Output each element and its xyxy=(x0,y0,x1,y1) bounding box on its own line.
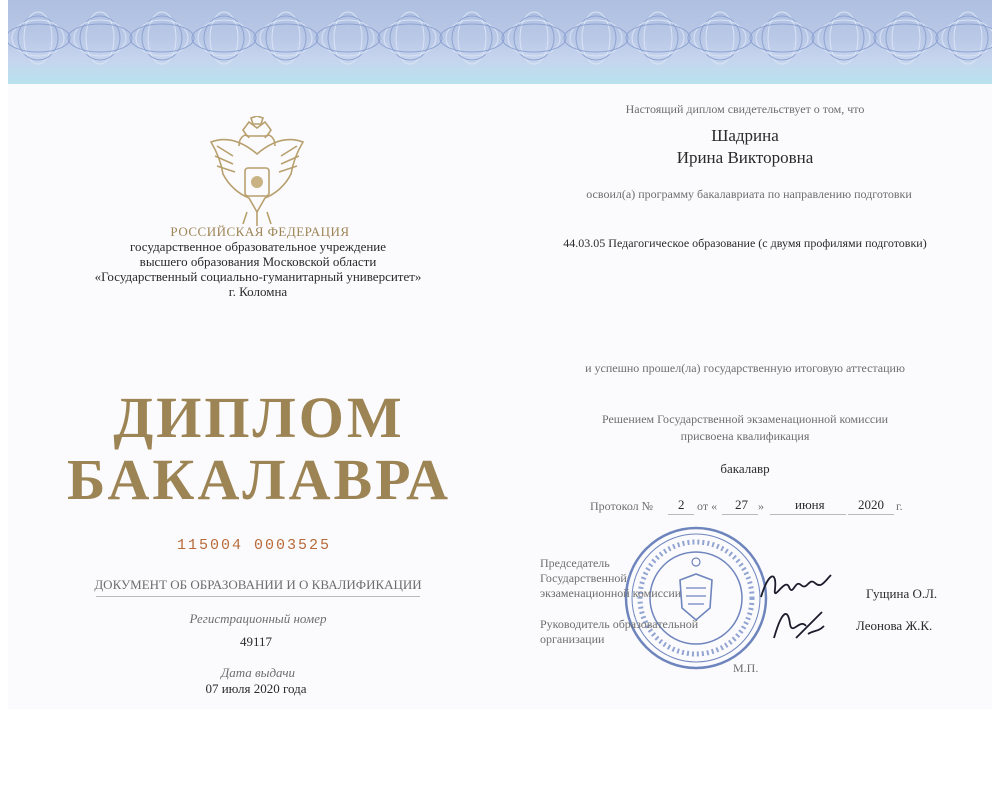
security-pattern-band xyxy=(8,0,992,84)
protocol-day: 27 xyxy=(735,497,748,512)
program-name: 44.03.05 Педагогическое образование (с двумя профилями подготовки) xyxy=(563,236,927,250)
chair-title-line-2: Государственной xyxy=(540,571,627,585)
guilloche-ring xyxy=(818,20,870,56)
protocol-month-line xyxy=(770,514,846,515)
chair-signature-icon xyxy=(755,567,835,607)
guilloche-ring xyxy=(756,20,808,56)
graduate-surname: Шадрина xyxy=(711,126,779,145)
protocol-number: 2 xyxy=(678,497,685,512)
guilloche-ring xyxy=(322,20,374,56)
institution-line-2: высшего образования Московской области xyxy=(139,254,377,269)
diploma-subtitle: БАКАЛАВРА xyxy=(66,447,452,512)
registration-label: Регистрационный номер xyxy=(189,611,327,626)
guilloche-ring xyxy=(626,24,690,52)
guilloche-ring xyxy=(880,20,932,56)
protocol-day-close: » xyxy=(758,499,764,513)
protocol-number-line xyxy=(668,514,694,515)
diploma-title: ДИПЛОМ xyxy=(113,385,405,450)
registration-number: 49117 xyxy=(239,634,273,649)
commission-decision: Решением Государственной экзаменационной комиссии xyxy=(601,412,889,426)
protocol-year-suffix: г. xyxy=(896,499,903,513)
qualification-value: бакалавр xyxy=(720,461,770,476)
diploma-serial-number: 115004 0003525 xyxy=(176,537,332,554)
guilloche-ring xyxy=(136,20,188,56)
guilloche-ring xyxy=(130,24,194,52)
protocol-label: Протокол № xyxy=(590,499,654,513)
protocol-month: июня xyxy=(795,497,825,512)
guilloche-ring xyxy=(254,24,318,52)
protocol-year-line xyxy=(848,514,894,515)
protocol-year: 2020 xyxy=(858,497,884,512)
guilloche-ring xyxy=(936,24,992,52)
divider-line xyxy=(96,596,420,597)
guilloche-ring xyxy=(694,20,746,56)
guilloche-ring xyxy=(632,20,684,56)
head-title-line-1: Руководитель образовательной xyxy=(540,617,699,631)
head-title-line-2: организации xyxy=(540,632,605,646)
guilloche-ring xyxy=(502,24,566,52)
institution-line-3: «Государственный социально-гуманитарный университет» xyxy=(94,269,422,284)
guilloche-ring xyxy=(750,24,814,52)
chair-name: Гущина О.Л. xyxy=(866,586,938,601)
institution-city: г. Коломна xyxy=(228,284,288,299)
guilloche-ring xyxy=(12,20,64,56)
guilloche-ring xyxy=(378,24,442,52)
program-intro: освоил(а) программу бакалавриата по направлению подготовки xyxy=(586,187,912,201)
chair-title-line-3: экзаменационной комиссии xyxy=(540,586,682,600)
guilloche-ring xyxy=(384,20,436,56)
guilloche-ring xyxy=(260,20,312,56)
coat-of-arms-icon xyxy=(203,116,311,228)
guilloche-ring xyxy=(446,20,498,56)
guilloche-ring xyxy=(688,24,752,52)
guilloche-ring xyxy=(8,24,70,52)
protocol-day-line xyxy=(722,514,758,515)
graduate-name: Ирина Викторовна xyxy=(676,148,814,167)
protocol-from-label: от « xyxy=(697,499,718,513)
guilloche-ring xyxy=(198,20,250,56)
guilloche-ring xyxy=(570,20,622,56)
chair-title-line-1: Председатель xyxy=(540,556,610,570)
seal-place-label: М.П. xyxy=(733,661,759,675)
guilloche-ring xyxy=(874,24,938,52)
issue-date-value: 07 июля 2020 года xyxy=(205,681,307,696)
head-signature-icon xyxy=(766,604,830,644)
guilloche-ring xyxy=(812,24,876,52)
intro-text: Настоящий диплом свидетельствует о том, что xyxy=(625,102,865,116)
guilloche-ring xyxy=(192,24,256,52)
document-type: ДОКУМЕНТ ОБ ОБРАЗОВАНИИ И О КВАЛИФИКАЦИИ xyxy=(94,577,422,592)
guilloche-ring xyxy=(316,24,380,52)
guilloche-pattern xyxy=(8,0,992,84)
guilloche-ring xyxy=(74,20,126,56)
guilloche-ring xyxy=(564,24,628,52)
qualification-label: присвоена квалификация xyxy=(680,429,810,443)
guilloche-ring xyxy=(508,20,560,56)
institution-line-1: государственное образовательное учреждение xyxy=(129,239,387,254)
attestation-text: и успешно прошел(ла) государственную итоговую аттестацию xyxy=(585,361,905,375)
issue-date-label: Дата выдачи xyxy=(220,665,296,680)
guilloche-ring xyxy=(68,24,132,52)
guilloche-ring xyxy=(440,24,504,52)
country-name: РОССИЙСКАЯ ФЕДЕРАЦИЯ xyxy=(170,224,350,239)
head-name: Леонова Ж.К. xyxy=(856,618,933,633)
